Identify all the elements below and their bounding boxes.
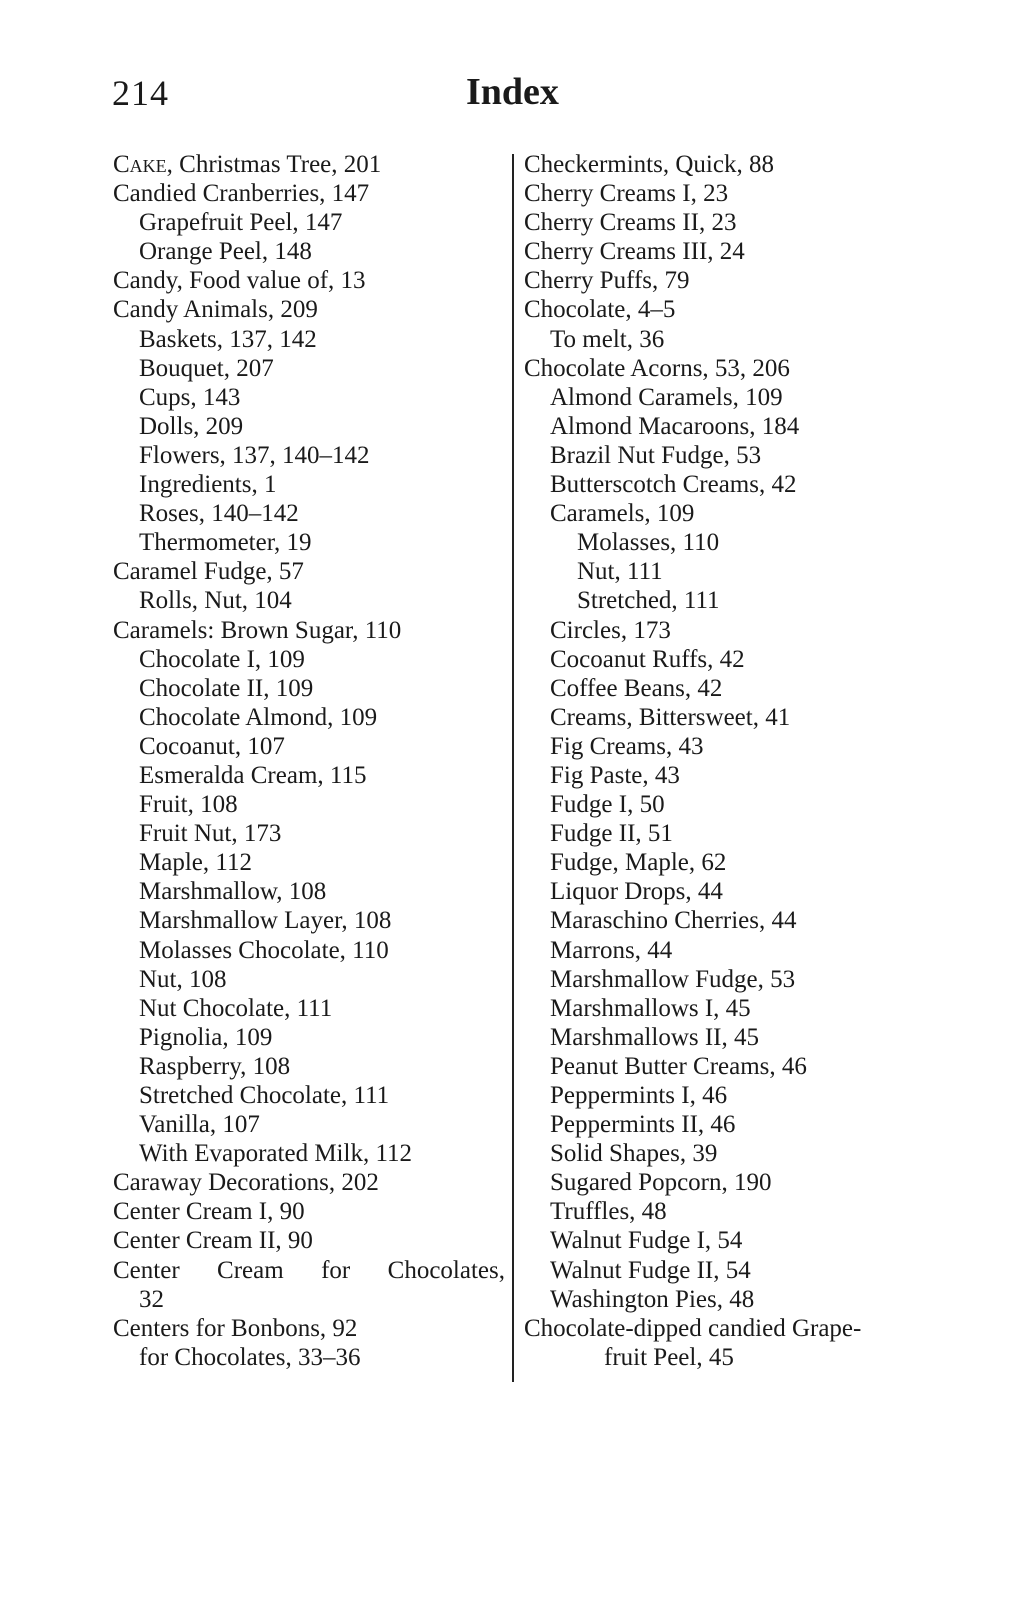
index-entry: Caramels: Brown Sugar, 110 <box>113 616 402 644</box>
index-entry: Caramel Fudge, 57 <box>113 558 304 586</box>
index-entry: Chocolate I, 109 <box>139 645 305 673</box>
index-entry: Cherry Puffs, 79 <box>524 267 690 295</box>
index-entry: Caraway Decorations, 202 <box>113 1169 379 1197</box>
index-entry: Brazil Nut Fudge, 53 <box>550 441 762 469</box>
index-entry: Fig Paste, 43 <box>550 761 680 789</box>
index-entry: Chocolate Acorns, 53, 206 <box>524 354 790 382</box>
index-entry: Nut Chocolate, 111 <box>139 994 333 1022</box>
index-entry: Chocolate-dipped candied Grape- <box>524 1314 862 1342</box>
index-entry: Marshmallow Fudge, 53 <box>550 965 796 993</box>
index-entry: Maple, 112 <box>139 849 252 877</box>
index-entry: Esmeralda Cream, 115 <box>139 761 367 789</box>
index-entry: Bouquet, 207 <box>139 354 274 382</box>
index-entry: Chocolate, 4–5 <box>524 296 676 324</box>
index-entry <box>113 150 505 179</box>
index-entry: Stretched, 111 <box>577 587 720 615</box>
index-entry: Circles, 173 <box>550 616 671 644</box>
entry-word: for <box>321 1256 351 1284</box>
entry-word: Center <box>113 1256 180 1284</box>
index-entry: Marshmallows I, 45 <box>550 994 751 1022</box>
index-entry: Caramels, 109 <box>550 500 695 528</box>
index-entry-list <box>113 1314 505 1372</box>
index-entry: Center Cream II, 90 <box>113 1227 313 1255</box>
index-entry: Liquor Drops, 44 <box>550 878 723 906</box>
index-entry: Fudge I, 50 <box>550 791 665 819</box>
index-entry: Molasses, 110 <box>577 529 720 557</box>
column-divider <box>512 154 514 1382</box>
index-entry: Marrons, 44 <box>550 936 673 964</box>
index-entry: Nut, 111 <box>577 558 663 586</box>
index-entry: Cherry Creams I, 23 <box>524 180 729 208</box>
index-entry: Cherry Creams II, 23 <box>524 209 737 237</box>
index-entry: Pignolia, 109 <box>139 1023 273 1051</box>
index-entry: Raspberry, 108 <box>139 1052 291 1080</box>
index-entry: Marshmallow, 108 <box>139 878 327 906</box>
index-entry: Candy, Food value of, 13 <box>113 267 366 295</box>
index-entry: Cherry Creams III, 24 <box>524 238 745 266</box>
index-entry: Fudge II, 51 <box>550 820 673 848</box>
page-number: 214 <box>112 73 169 113</box>
index-entry: Nut, 108 <box>139 965 227 993</box>
index-entry-list <box>113 179 505 1255</box>
index-entry: fruit Peel, 45 <box>604 1343 734 1371</box>
entry-word: Chocolates, <box>387 1256 505 1284</box>
index-entry: Peanut Butter Creams, 46 <box>550 1052 807 1080</box>
index-entry-list <box>524 150 924 1372</box>
index-entry: Butterscotch Creams, 42 <box>550 471 797 499</box>
index-entry: Ingredients, 1 <box>139 471 277 499</box>
index-entry: Solid Shapes, 39 <box>550 1140 718 1168</box>
index-entry: Chocolate II, 109 <box>139 674 314 702</box>
index-entry: Truffles, 48 <box>550 1198 667 1226</box>
index-entry: Walnut Fudge II, 54 <box>550 1256 751 1284</box>
index-entry: Checkermints, Quick, 88 <box>524 151 774 178</box>
index-entry: Candy Animals, 209 <box>113 296 318 324</box>
entry-text: , Christmas Tree, 201 <box>166 151 382 178</box>
index-entry-continuation: 32 <box>139 1285 164 1313</box>
index-entry: Stretched Chocolate, 111 <box>139 1082 390 1109</box>
index-entry: Fruit Nut, 173 <box>139 820 282 848</box>
index-entry: Chocolate Almond, 109 <box>139 703 378 731</box>
index-entry: Center Cream I, 90 <box>113 1198 305 1226</box>
index-entry: Centers for Bonbons, 92 <box>113 1314 358 1342</box>
index-entry: Almond Caramels, 109 <box>550 383 783 411</box>
index-entry-justified <box>113 1256 505 1285</box>
index-entry: Coffee Beans, 42 <box>550 674 723 702</box>
index-entry: Baskets, 137, 142 <box>139 325 317 353</box>
index-entry: Flowers, 137, 140–142 <box>139 441 370 469</box>
index-entry: Marshmallow Layer, 108 <box>139 907 392 935</box>
index-entry: Thermometer, 19 <box>139 529 312 557</box>
entry-word: Cream <box>217 1256 284 1284</box>
index-entry: Fruit, 108 <box>139 791 238 819</box>
index-entry: Dolls, 209 <box>139 412 244 440</box>
index-entry: Grapefruit Peel, 147 <box>139 209 343 237</box>
index-entry: With Evaporated Milk, 112 <box>139 1140 413 1168</box>
index-entry: for Chocolates, 33–36 <box>139 1343 361 1371</box>
index-entry: Cocoanut, 107 <box>139 732 285 760</box>
index-entry: Cups, 143 <box>139 383 241 411</box>
index-entry: Walnut Fudge I, 54 <box>550 1227 743 1255</box>
index-entry: Roses, 140–142 <box>139 500 299 528</box>
index-entry: Sugared Popcorn, 190 <box>550 1169 772 1197</box>
index-column-left <box>113 150 505 1372</box>
index-entry: Candied Cranberries, 147 <box>113 180 370 208</box>
index-entry: Almond Macaroons, 184 <box>550 412 800 440</box>
index-entry: Marshmallows II, 45 <box>550 1023 759 1051</box>
index-entry: Maraschino Cherries, 44 <box>550 907 797 935</box>
entry-lead-word: Cake <box>113 151 167 178</box>
index-entry: To melt, 36 <box>550 325 665 353</box>
page-title: Index <box>466 71 559 113</box>
index-entry: Fig Creams, 43 <box>550 732 704 760</box>
index-entry: Vanilla, 107 <box>139 1111 260 1139</box>
index-column-right <box>524 150 924 1372</box>
index-entry: Fudge, Maple, 62 <box>550 849 727 877</box>
index-entry: Rolls, Nut, 104 <box>139 587 292 615</box>
index-entry: Creams, Bittersweet, 41 <box>550 703 791 731</box>
index-entry: Cocoanut Ruffs, 42 <box>550 645 745 673</box>
index-entry: Molasses Chocolate, 110 <box>139 936 389 964</box>
index-entry: Peppermints II, 46 <box>550 1111 736 1139</box>
index-entry: Peppermints I, 46 <box>550 1082 728 1109</box>
index-entry: Washington Pies, 48 <box>550 1285 755 1313</box>
index-entry: Orange Peel, 148 <box>139 238 312 266</box>
